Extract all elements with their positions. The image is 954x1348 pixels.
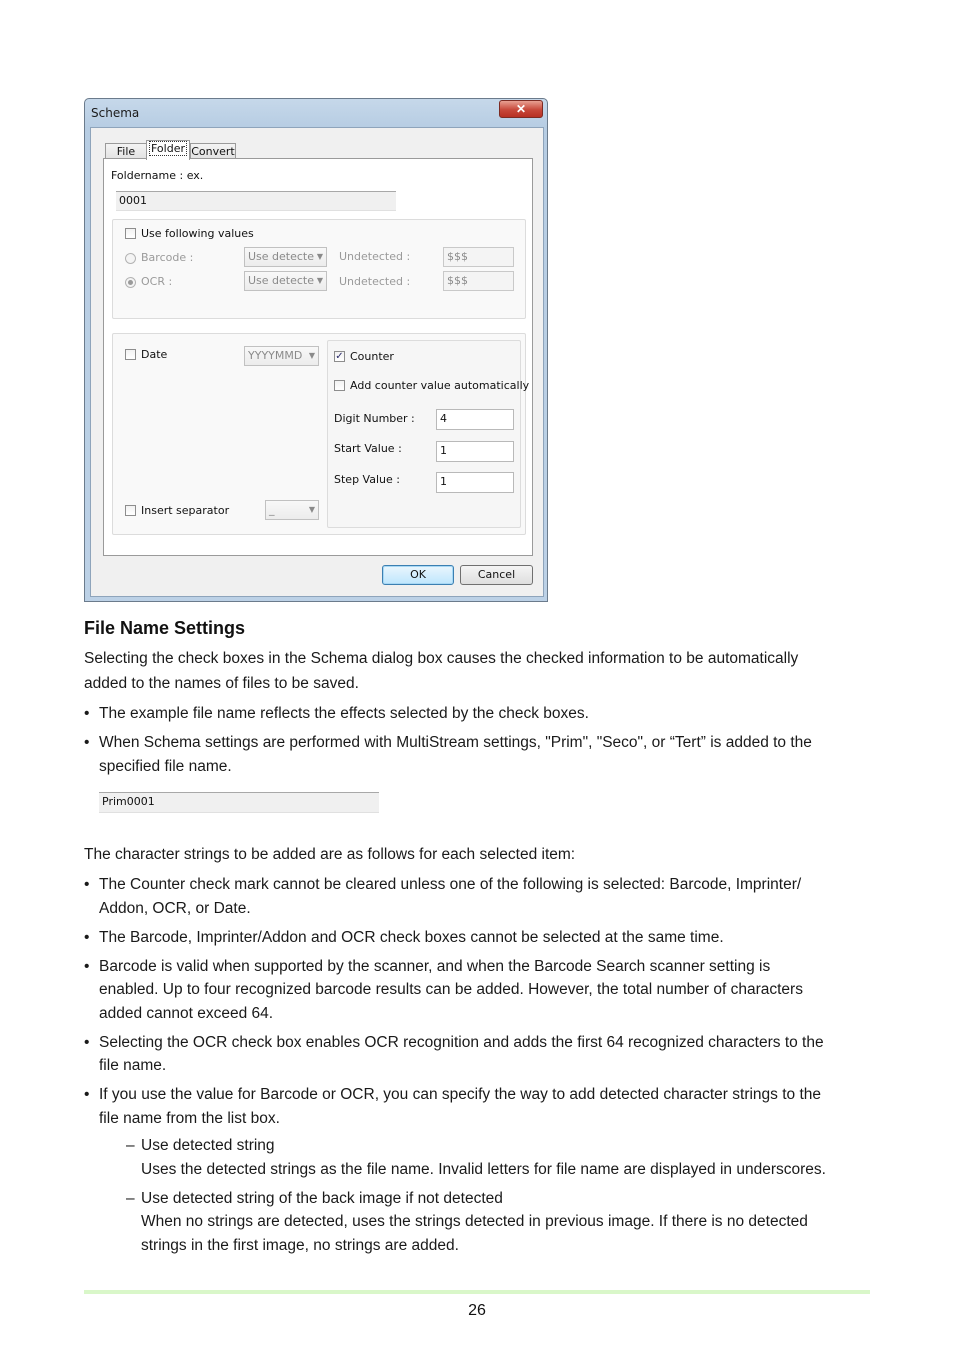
tab-folder[interactable]: Folder [146, 140, 190, 160]
bullet-line: Addon, OCR, or Date. [99, 899, 251, 917]
dash-glyph: – [126, 1137, 135, 1154]
foldername-label: Foldername : ex. [111, 169, 204, 182]
barcode-label: Barcode : [141, 251, 194, 264]
strings-intro: The character strings to be added are as follows for each selected item: [84, 846, 576, 863]
tab-convert[interactable]: Convert [191, 145, 235, 158]
barcode-undetected-input[interactable]: $$$ [443, 247, 514, 267]
bullet-line: file name. [99, 1057, 167, 1074]
bullet-line: file name from the list box. [99, 1109, 280, 1127]
use-values-group [112, 219, 526, 319]
barcode-undetected-label: Undetected : [339, 250, 411, 263]
chevron-down-icon: ▼ [316, 276, 323, 285]
bullet-line: Selecting the OCR check box enables OCR recognition and adds the first 64 recognized characters to the [99, 1033, 824, 1051]
sub-item-line: strings in the first image, no strings are added. [141, 1236, 459, 1254]
bullet-glyph: • [84, 928, 90, 946]
bullet-glyph: • [84, 957, 90, 975]
sub-item-title: Use detected string [141, 1137, 275, 1154]
intro-line-2: added to the names of files to be saved. [84, 675, 359, 692]
start-value-label: Start Value : [334, 442, 402, 455]
bullet-line: enabled. Up to four recognized barcode results can be added. However, the total number of characters [99, 981, 803, 998]
bullet-item [84, 702, 874, 726]
dialog-client-area [90, 127, 544, 597]
bullet-line: Barcode is valid when supported by the scanner, and when the Barcode Search scanner setting is [99, 957, 771, 975]
counter-checkbox[interactable]: ✓ [335, 351, 344, 362]
add-counter-label: Add counter value automatically [350, 379, 530, 392]
ocr-undetected-input[interactable]: $$$ [443, 271, 514, 291]
bullet-line: The Barcode, Imprinter/Addon and OCR check boxes cannot be selected at the same time. [99, 928, 724, 946]
ocr-radio[interactable] [125, 277, 136, 288]
bullet-glyph: • [84, 705, 90, 722]
barcode-mode-select[interactable]: Use detecte ▼ [244, 247, 327, 267]
cancel-button[interactable]: Cancel [460, 565, 533, 585]
use-following-values-checkbox[interactable] [125, 228, 136, 239]
schema-dialog [84, 98, 548, 602]
bullet-glyph: • [84, 1033, 90, 1051]
bullet-item [84, 1083, 874, 1130]
bullet-line: The example file name reflects the effects selected by the check boxes. [99, 705, 589, 722]
date-checkbox[interactable] [125, 349, 136, 360]
folder-tab-pane [103, 158, 533, 556]
separator-select[interactable]: _ ▼ [265, 500, 319, 520]
example-filename-field: Prim0001 [99, 792, 379, 813]
bullet-item [84, 926, 874, 950]
barcode-radio[interactable] [125, 253, 136, 264]
sub-item-line: Uses the detected strings as the file name. Invalid letters for file name are displayed in underscores. [141, 1160, 826, 1178]
bullet-item [84, 731, 874, 778]
close-button[interactable] [499, 100, 543, 118]
bullet-item [84, 1031, 874, 1078]
bullet-line: specified file name. [99, 757, 232, 775]
page-number: 26 [468, 1302, 486, 1319]
digit-number-input[interactable]: 4 [436, 409, 514, 430]
ok-button[interactable]: OK [382, 565, 454, 585]
sub-item [126, 1187, 876, 1258]
bullet-line: added cannot exceed 64. [99, 1004, 274, 1022]
ocr-undetected-label: Undetected : [339, 275, 411, 288]
chevron-down-icon: ▼ [308, 351, 315, 360]
chevron-down-icon: ▼ [308, 505, 315, 514]
add-counter-checkbox[interactable] [334, 380, 345, 391]
ocr-label: OCR : [141, 275, 173, 288]
counter-group [327, 340, 530, 528]
ocr-mode-select[interactable]: Use detecte ▼ [244, 271, 327, 291]
sub-item [126, 1134, 876, 1181]
close-icon: ✕ [515, 102, 527, 116]
counter-label: Counter [350, 350, 394, 363]
date-label: Date [141, 348, 168, 361]
dialog-title: Schema [91, 106, 140, 120]
bullet-glyph: • [84, 1086, 90, 1103]
chevron-down-icon: ▼ [316, 252, 323, 261]
dash-glyph: – [126, 1189, 135, 1207]
section-heading: File Name Settings [84, 618, 246, 638]
bullet-line: If you use the value for Barcode or OCR, you can specify the way to add detected character strings to the [99, 1086, 821, 1103]
bullet-item [84, 955, 874, 1026]
date-counter-group [112, 333, 530, 535]
sub-item-line: When no strings are detected, uses the strings detected in previous image. If there is no detected [141, 1213, 808, 1230]
insert-separator-checkbox[interactable] [125, 505, 136, 516]
step-value-label: Step Value : [334, 473, 400, 486]
tab-file[interactable]: File [105, 143, 147, 159]
bullet-glyph: • [84, 876, 90, 893]
bullet-item [84, 873, 874, 920]
bullet-line: When Schema settings are performed with MultiStream settings, "Prim", "Seco", or “Tert” is added to the [99, 734, 812, 751]
use-following-values-label: Use following values [141, 227, 254, 240]
footer-rule [84, 1290, 870, 1294]
intro-line-1: Selecting the check boxes in the Schema dialog box causes the checked information to be automatically [84, 650, 799, 667]
sub-item-title: Use detected string of the back image if not detected [141, 1189, 503, 1207]
bullet-glyph: • [84, 734, 90, 751]
insert-separator-label: Insert separator [141, 504, 230, 517]
date-format-select[interactable]: YYYYMMD ▼ [244, 346, 319, 366]
step-value-input[interactable]: 1 [436, 472, 514, 493]
digit-number-label: Digit Number : [334, 412, 415, 425]
start-value-input[interactable]: 1 [436, 441, 514, 462]
bullet-line: The Counter check mark cannot be cleared unless one of the following is selected: Barcode, Imprinter/ [99, 876, 802, 893]
foldername-example: 0001 [116, 191, 396, 211]
